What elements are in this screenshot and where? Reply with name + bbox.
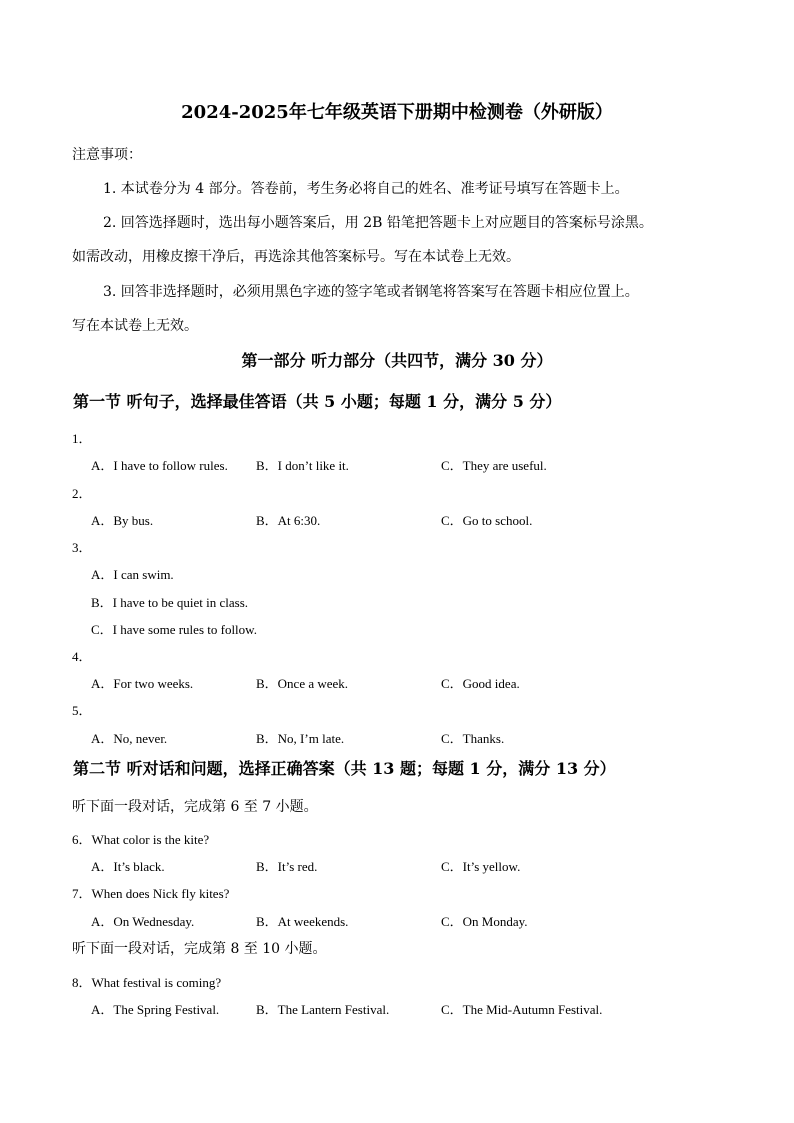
notice-item-2: 2. 回答选择题时，选出每小题答案后，用 2B 铅笔把答题卡上对应题目的答案标号涂黑。 <box>103 215 653 231</box>
option-b: B．Once a week. <box>256 676 349 691</box>
question-number: 4． <box>72 649 92 664</box>
option-b: B．I don’t like it. <box>256 458 349 473</box>
notice-item-2-cont: 如需改动，用橡皮擦干净后，再选涂其他答案标号。写在本试卷上无效。 <box>72 249 520 265</box>
question-stem: 6．What color is the kite? <box>72 832 210 847</box>
question-stem: 8．What festival is coming? <box>72 975 222 990</box>
question-number: 1． <box>72 431 92 446</box>
section1-heading: 第一节 听句子，选择最佳答语（共 5 小题；每题 1 分，满分 5 分） <box>73 392 562 411</box>
option-c: C．It’s yellow. <box>441 859 521 874</box>
option-b: B．At weekends. <box>256 914 349 929</box>
option-c: C．Good idea. <box>441 676 520 691</box>
listening-instruction: 听下面一段对话，完成第 8 至 10 小题。 <box>72 941 327 957</box>
option-c: C．Thanks. <box>441 731 505 746</box>
section2-heading: 第二节 听对话和问题，选择正确答案（共 13 题；每题 1 分，满分 13 分） <box>73 759 616 778</box>
option-c: C．They are useful. <box>441 458 547 473</box>
option-a: A．No, never. <box>91 731 168 746</box>
notice-heading: 注意事项： <box>72 147 142 163</box>
option-b: B．The Lantern Festival. <box>256 1002 390 1017</box>
option-b: B．No, I’m late. <box>256 731 345 746</box>
option-c: C．I have some rules to follow. <box>91 622 257 637</box>
option-a: A．On Wednesday. <box>91 914 195 929</box>
option-a: A．I have to follow rules. <box>91 458 228 473</box>
question-number: 3． <box>72 540 92 555</box>
option-a: A．By bus. <box>91 513 154 528</box>
option-a: A．I can swim. <box>91 567 174 582</box>
option-c: C．The Mid-Autumn Festival. <box>441 1002 603 1017</box>
option-a: A．It’s black. <box>91 859 165 874</box>
notice-item-1: 1. 本试卷分为 4 部分。答卷前，考生务必将自己的姓名、准考证号填写在答题卡上。 <box>103 181 629 197</box>
option-b: B．I have to be quiet in class. <box>91 595 249 610</box>
notice-item-3: 3. 回答非选择题时，必须用黑色字迹的签字笔或者钢笔将答案写在答题卡相应位置上。 <box>103 284 639 300</box>
question-number: 2． <box>72 486 92 501</box>
exam-title: 2024-2025年七年级英语下册期中检测卷（外研版） <box>181 102 613 123</box>
option-b: B．At 6:30. <box>256 513 321 528</box>
part1-heading: 第一部分 听力部分（共四节，满分 30 分） <box>241 351 553 370</box>
listening-instruction: 听下面一段对话，完成第 6 至 7 小题。 <box>72 799 318 815</box>
option-c: C．Go to school. <box>441 513 533 528</box>
question-number: 5． <box>72 703 92 718</box>
question-stem: 7．When does Nick fly kites? <box>72 886 230 901</box>
option-c: C．On Monday. <box>441 914 528 929</box>
notice-item-3-cont: 写在本试卷上无效。 <box>72 318 198 334</box>
option-a: A．The Spring Festival. <box>91 1002 220 1017</box>
option-b: B．It’s red. <box>256 859 318 874</box>
option-a: A．For two weeks. <box>91 676 194 691</box>
